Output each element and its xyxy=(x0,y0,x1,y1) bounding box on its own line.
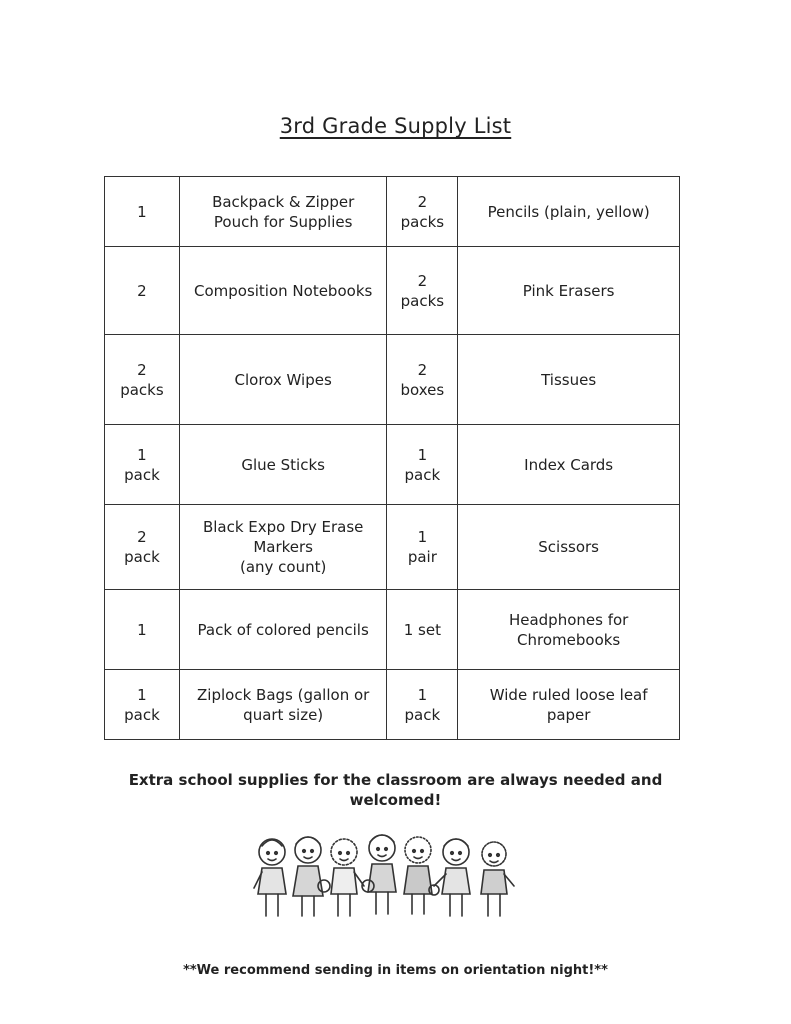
item-cell: Black Expo Dry Erase Markers (any count) xyxy=(179,505,387,590)
item-cell: Pink Erasers xyxy=(458,247,680,335)
item-cell: Pack of colored pencils xyxy=(179,590,387,670)
quantity-cell: 1 pack xyxy=(387,425,458,505)
table-row xyxy=(105,247,680,335)
item-cell: Index Cards xyxy=(458,425,680,505)
item-cell: Wide ruled loose leaf paper xyxy=(458,670,680,740)
recommend-note: **We recommend sending in items on orientation night!** xyxy=(183,963,608,978)
item-cell: Glue Sticks xyxy=(179,425,387,505)
quantity-cell: 2 xyxy=(105,247,180,335)
quantity-cell: 2 packs xyxy=(105,335,180,425)
table-row xyxy=(105,505,680,590)
item-cell: Scissors xyxy=(458,505,680,590)
quantity-cell: 2 pack xyxy=(105,505,180,590)
item-cell: Ziplock Bags (gallon or quart size) xyxy=(179,670,387,740)
extra-supplies-note: Extra school supplies for the classroom are always needed and welcomed! xyxy=(128,771,663,809)
children-group-icon xyxy=(250,828,540,928)
quantity-cell: 1 pair xyxy=(387,505,458,590)
quantity-cell: 2 boxes xyxy=(387,335,458,425)
item-cell: Tissues xyxy=(458,335,680,425)
table-row xyxy=(105,425,680,505)
table-row xyxy=(105,335,680,425)
table-row xyxy=(105,670,680,740)
quantity-cell: 1 xyxy=(105,177,180,247)
item-cell: Backpack & Zipper Pouch for Supplies xyxy=(179,177,387,247)
item-cell: Composition Notebooks xyxy=(179,247,387,335)
item-cell: Headphones for Chromebooks xyxy=(458,590,680,670)
page-title: 3rd Grade Supply List xyxy=(279,114,512,138)
item-cell: Pencils (plain, yellow) xyxy=(458,177,680,247)
quantity-cell: 2 packs xyxy=(387,247,458,335)
quantity-cell: 1 pack xyxy=(387,670,458,740)
quantity-cell: 1 xyxy=(105,590,180,670)
item-cell: Clorox Wipes xyxy=(179,335,387,425)
table-row xyxy=(105,177,680,247)
table-row xyxy=(105,590,680,670)
quantity-cell: 1 pack xyxy=(105,670,180,740)
quantity-cell: 2 packs xyxy=(387,177,458,247)
quantity-cell: 1 pack xyxy=(105,425,180,505)
quantity-cell: 1 set xyxy=(387,590,458,670)
supply-table xyxy=(104,176,680,740)
